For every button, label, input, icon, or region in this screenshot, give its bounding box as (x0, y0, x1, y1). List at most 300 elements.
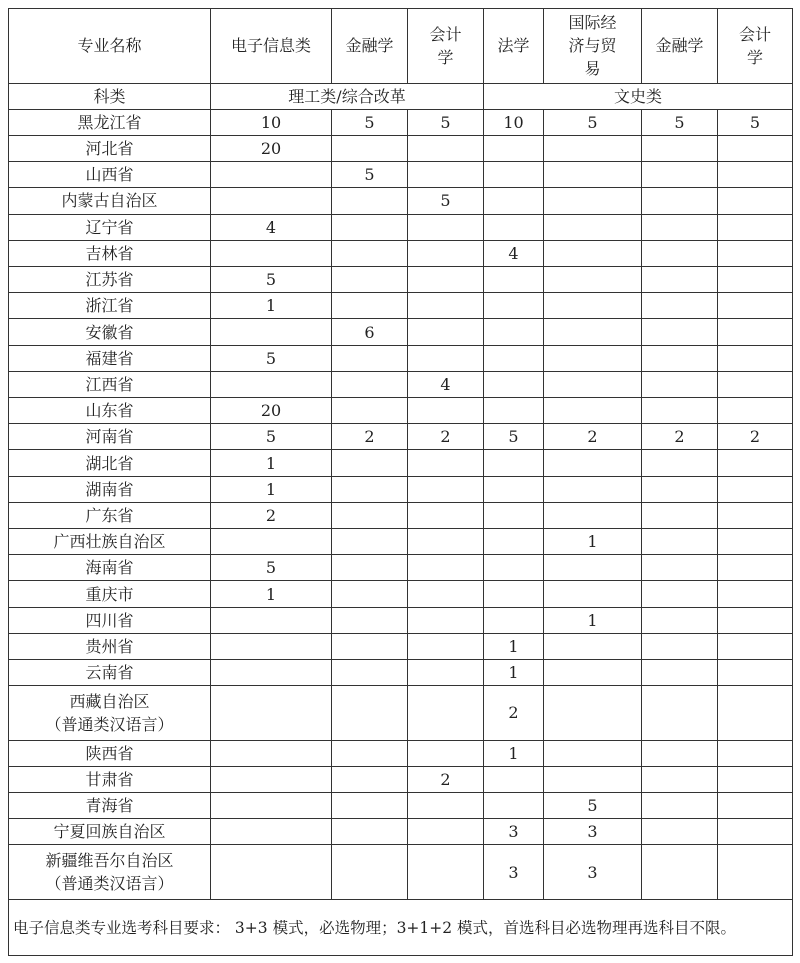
quota-cell (642, 450, 718, 476)
quota-cell (718, 240, 793, 266)
quota-cell (332, 293, 408, 319)
quota-cell: 2 (408, 766, 484, 792)
quota-cell (718, 686, 793, 740)
quota-cell (484, 345, 544, 371)
major-header-cell (718, 9, 793, 84)
quota-cell (408, 686, 484, 740)
quota-cell (718, 293, 793, 319)
province-cell (9, 819, 211, 845)
quota-cell (211, 529, 332, 555)
quota-cell (718, 845, 793, 900)
quota-cell (332, 607, 408, 633)
quota-cell (408, 214, 484, 240)
province-name: 四川省 (85, 610, 134, 630)
quota-cell: 5 (332, 162, 408, 188)
province-cell (9, 686, 211, 740)
quota-cell (642, 188, 718, 214)
province-cell (9, 476, 211, 502)
province-name: 湖北省 (85, 453, 134, 473)
province-name: 宁夏回族自治区 (53, 822, 166, 842)
quota-cell (332, 766, 408, 792)
quota-cell (332, 686, 408, 740)
quota-cell (484, 450, 544, 476)
quota-cell (642, 319, 718, 345)
quota-cell (718, 819, 793, 845)
quota-cell (718, 793, 793, 819)
quota-cell (332, 476, 408, 502)
province-name: 贵州省 (85, 636, 134, 656)
province-cell (9, 345, 211, 371)
enrollment-plan-table (8, 8, 793, 956)
quota-cell (642, 293, 718, 319)
province-name: 福建省 (85, 348, 134, 368)
quota-cell (642, 529, 718, 555)
quota-cell: 2 (211, 502, 332, 528)
province-cell (9, 766, 211, 792)
quota-cell (332, 845, 408, 900)
quota-cell (211, 607, 332, 633)
table-row (9, 633, 793, 659)
quota-cell (544, 660, 642, 686)
quota-cell (642, 740, 718, 766)
quota-cell (718, 188, 793, 214)
province-cell (9, 398, 211, 424)
quota-cell (544, 345, 642, 371)
province-name: 青海省 (85, 796, 134, 816)
quota-cell: 5 (211, 555, 332, 581)
quota-cell (718, 371, 793, 397)
quota-cell: 10 (484, 109, 544, 135)
province-cell (9, 135, 211, 161)
quota-cell (484, 319, 544, 345)
province-name: 河北省 (85, 139, 134, 159)
quota-cell (544, 450, 642, 476)
quota-cell (408, 345, 484, 371)
province-name: 河南省 (85, 427, 134, 447)
major-header-text: 国际经济与贸易 (568, 13, 617, 79)
quota-cell (718, 214, 793, 240)
major-header-cell: 电子信息类 (211, 9, 332, 84)
quota-cell (544, 162, 642, 188)
quota-cell (408, 240, 484, 266)
quota-cell (544, 319, 642, 345)
table-row (9, 109, 793, 135)
category-row (9, 83, 793, 109)
quota-cell (642, 581, 718, 607)
quota-cell (484, 502, 544, 528)
quota-cell (642, 633, 718, 659)
quota-cell (484, 607, 544, 633)
quota-cell (484, 371, 544, 397)
table-row (9, 555, 793, 581)
quota-cell (408, 740, 484, 766)
quota-cell (211, 686, 332, 740)
quota-cell: 1 (211, 581, 332, 607)
category-label-cell: 科类 (9, 83, 211, 109)
quota-cell: 1 (211, 476, 332, 502)
quota-cell: 5 (332, 109, 408, 135)
province-name: 陕西省 (85, 743, 134, 763)
quota-cell: 3 (544, 819, 642, 845)
quota-cell (642, 502, 718, 528)
quota-cell: 1 (484, 740, 544, 766)
quota-cell (642, 214, 718, 240)
province-cell (9, 502, 211, 528)
province-cell (9, 845, 211, 900)
quota-cell (484, 267, 544, 293)
major-header-text: 会计学 (429, 24, 462, 67)
quota-cell (211, 371, 332, 397)
province-note: （普通类汉语言） (45, 874, 174, 894)
quota-cell (642, 766, 718, 792)
province-cell (9, 740, 211, 766)
quota-cell (408, 135, 484, 161)
quota-cell: 5 (408, 109, 484, 135)
quota-cell (544, 740, 642, 766)
quota-cell (718, 740, 793, 766)
quota-cell (718, 607, 793, 633)
province-name: 甘肃省 (85, 769, 134, 789)
quota-cell (408, 502, 484, 528)
quota-cell (484, 188, 544, 214)
table-row (9, 293, 793, 319)
quota-cell (718, 555, 793, 581)
quota-cell (332, 740, 408, 766)
quota-cell: 4 (408, 371, 484, 397)
quota-cell: 1 (484, 660, 544, 686)
quota-cell (484, 529, 544, 555)
table-row (9, 607, 793, 633)
quota-cell (544, 267, 642, 293)
province-cell (9, 267, 211, 293)
quota-cell: 3 (484, 845, 544, 900)
quota-cell (718, 135, 793, 161)
quota-cell (642, 398, 718, 424)
quota-cell (718, 450, 793, 476)
quota-cell (544, 240, 642, 266)
quota-cell (332, 633, 408, 659)
quota-cell (718, 162, 793, 188)
quota-cell (332, 555, 408, 581)
quota-cell: 4 (211, 214, 332, 240)
quota-cell: 6 (332, 319, 408, 345)
quota-cell: 5 (211, 267, 332, 293)
table-row (9, 424, 793, 450)
province-name: 安徽省 (85, 322, 134, 342)
quota-cell (642, 135, 718, 161)
table-row (9, 766, 793, 792)
table-row (9, 398, 793, 424)
table-row (9, 319, 793, 345)
province-cell (9, 607, 211, 633)
quota-cell (484, 214, 544, 240)
quota-cell (332, 214, 408, 240)
quota-cell: 2 (718, 424, 793, 450)
quota-cell: 5 (408, 188, 484, 214)
quota-cell: 5 (642, 109, 718, 135)
quota-cell (408, 476, 484, 502)
quota-cell (484, 476, 544, 502)
quota-cell (544, 502, 642, 528)
quota-cell (544, 766, 642, 792)
corner-header-cell: 专业名称 (9, 9, 211, 84)
quota-cell (484, 793, 544, 819)
province-name: 吉林省 (85, 243, 134, 263)
quota-cell (544, 293, 642, 319)
quota-cell (718, 766, 793, 792)
quota-cell (484, 293, 544, 319)
quota-cell (408, 845, 484, 900)
table-row (9, 845, 793, 900)
quota-cell (332, 240, 408, 266)
quota-cell (718, 502, 793, 528)
quota-cell: 2 (544, 424, 642, 450)
quota-cell: 4 (484, 240, 544, 266)
province-name: 内蒙古自治区 (61, 191, 158, 211)
quota-cell (642, 845, 718, 900)
quota-cell (544, 398, 642, 424)
quota-cell (642, 345, 718, 371)
province-note: （普通类汉语言） (45, 714, 174, 734)
quota-cell: 1 (211, 293, 332, 319)
arts-category-cell: 文史类 (484, 83, 793, 109)
quota-cell (718, 581, 793, 607)
quota-cell (332, 529, 408, 555)
province-cell (9, 293, 211, 319)
table-row (9, 214, 793, 240)
major-header-text: 会计学 (738, 24, 771, 67)
major-header-cell: 金融学 (332, 9, 408, 84)
quota-cell: 2 (408, 424, 484, 450)
quota-cell (332, 398, 408, 424)
quota-cell (484, 162, 544, 188)
province-name: 西藏自治区 (69, 691, 150, 711)
table-row (9, 686, 793, 740)
quota-cell (544, 188, 642, 214)
quota-cell (408, 555, 484, 581)
quota-cell (211, 819, 332, 845)
province-cell (9, 633, 211, 659)
quota-cell (408, 162, 484, 188)
quota-cell (211, 162, 332, 188)
quota-cell (718, 398, 793, 424)
quota-cell (211, 240, 332, 266)
quota-cell (211, 845, 332, 900)
table-row (9, 345, 793, 371)
province-name: 辽宁省 (85, 217, 134, 237)
quota-cell (211, 740, 332, 766)
quota-cell (718, 660, 793, 686)
quota-cell (718, 476, 793, 502)
footnote-row (9, 900, 793, 956)
quota-cell (718, 633, 793, 659)
province-name: 云南省 (85, 663, 134, 683)
quota-cell (642, 686, 718, 740)
province-cell (9, 424, 211, 450)
quota-cell (718, 345, 793, 371)
table-row (9, 660, 793, 686)
province-name: 湖南省 (85, 479, 134, 499)
province-name: 黑龙江省 (77, 112, 142, 132)
table-row (9, 581, 793, 607)
quota-cell (642, 819, 718, 845)
quota-cell (332, 267, 408, 293)
quota-cell (718, 529, 793, 555)
province-cell (9, 793, 211, 819)
quota-cell (642, 660, 718, 686)
quota-cell (484, 398, 544, 424)
quota-cell (332, 819, 408, 845)
quota-cell (332, 371, 408, 397)
quota-cell: 3 (544, 845, 642, 900)
quota-cell (332, 450, 408, 476)
quota-cell (642, 793, 718, 819)
quota-cell (408, 581, 484, 607)
province-cell (9, 162, 211, 188)
quota-cell (642, 371, 718, 397)
table-row (9, 162, 793, 188)
table-row (9, 502, 793, 528)
quota-cell: 10 (211, 109, 332, 135)
province-cell (9, 660, 211, 686)
province-name: 新疆维吾尔自治区 (45, 851, 174, 871)
quota-cell (211, 793, 332, 819)
province-cell (9, 529, 211, 555)
quota-cell (332, 793, 408, 819)
province-name: 江苏省 (85, 270, 134, 290)
table-row (9, 188, 793, 214)
table-row (9, 819, 793, 845)
quota-cell (544, 214, 642, 240)
quota-cell (408, 660, 484, 686)
quota-cell (484, 135, 544, 161)
quota-cell: 1 (484, 633, 544, 659)
province-cell (9, 371, 211, 397)
quota-cell: 1 (544, 607, 642, 633)
quota-cell (408, 450, 484, 476)
quota-cell (408, 529, 484, 555)
province-cell (9, 450, 211, 476)
quota-cell (408, 267, 484, 293)
quota-cell: 20 (211, 398, 332, 424)
footnote-cell: 电子信息类专业选考科目要求： 3+3 模式，必选物理；3+1+2 模式，首选科目必选物理再选科目不限。 (9, 900, 793, 956)
quota-cell (642, 240, 718, 266)
quota-cell (484, 581, 544, 607)
quota-cell (544, 476, 642, 502)
province-name: 江西省 (85, 374, 134, 394)
province-cell (9, 555, 211, 581)
quota-cell: 5 (544, 109, 642, 135)
quota-cell (718, 319, 793, 345)
quota-cell (332, 581, 408, 607)
quota-cell: 2 (484, 686, 544, 740)
quota-cell (211, 660, 332, 686)
quota-cell: 5 (544, 793, 642, 819)
province-cell (9, 319, 211, 345)
quota-cell (642, 162, 718, 188)
table-row (9, 371, 793, 397)
major-header-cell: 金融学 (642, 9, 718, 84)
quota-cell (484, 555, 544, 581)
quota-cell (544, 555, 642, 581)
province-name: 广西壮族自治区 (53, 532, 166, 552)
quota-cell (642, 267, 718, 293)
quota-cell: 1 (544, 529, 642, 555)
major-header-cell (408, 9, 484, 84)
quota-cell (332, 502, 408, 528)
quota-cell (408, 607, 484, 633)
province-name: 山西省 (85, 165, 134, 185)
quota-cell: 5 (484, 424, 544, 450)
major-header-cell: 法学 (484, 9, 544, 84)
quota-cell (408, 398, 484, 424)
quota-cell (408, 319, 484, 345)
province-cell (9, 188, 211, 214)
quota-cell: 1 (211, 450, 332, 476)
province-name: 浙江省 (85, 296, 134, 316)
table-row (9, 793, 793, 819)
province-name: 山东省 (85, 401, 134, 421)
quota-cell (332, 135, 408, 161)
table-row (9, 450, 793, 476)
quota-cell (484, 766, 544, 792)
quota-cell (544, 633, 642, 659)
table-row (9, 740, 793, 766)
table-row (9, 476, 793, 502)
quota-cell (211, 188, 332, 214)
table-row (9, 529, 793, 555)
quota-cell (718, 267, 793, 293)
quota-cell (332, 188, 408, 214)
quota-cell (332, 345, 408, 371)
province-cell (9, 581, 211, 607)
quota-cell (211, 633, 332, 659)
quota-cell: 2 (332, 424, 408, 450)
quota-cell: 5 (718, 109, 793, 135)
quota-cell: 20 (211, 135, 332, 161)
quota-cell: 5 (211, 345, 332, 371)
quota-cell (544, 581, 642, 607)
quota-cell (408, 793, 484, 819)
quota-cell (642, 476, 718, 502)
science-category-cell: 理工类/综合改革 (211, 83, 484, 109)
header-row (9, 9, 793, 84)
province-cell (9, 214, 211, 240)
province-name: 广东省 (85, 505, 134, 525)
quota-cell (642, 607, 718, 633)
quota-cell: 3 (484, 819, 544, 845)
quota-cell (544, 371, 642, 397)
quota-cell (408, 819, 484, 845)
quota-cell: 2 (642, 424, 718, 450)
province-name: 海南省 (85, 558, 134, 578)
quota-cell (211, 766, 332, 792)
table-row (9, 240, 793, 266)
province-cell (9, 240, 211, 266)
table-row (9, 267, 793, 293)
quota-cell (544, 135, 642, 161)
province-cell (9, 109, 211, 135)
quota-cell (211, 319, 332, 345)
major-header-cell (544, 9, 642, 84)
quota-cell (544, 686, 642, 740)
province-name: 重庆市 (85, 584, 134, 604)
quota-cell (408, 633, 484, 659)
quota-cell (642, 555, 718, 581)
quota-cell (408, 293, 484, 319)
table-row (9, 135, 793, 161)
quota-cell (332, 660, 408, 686)
